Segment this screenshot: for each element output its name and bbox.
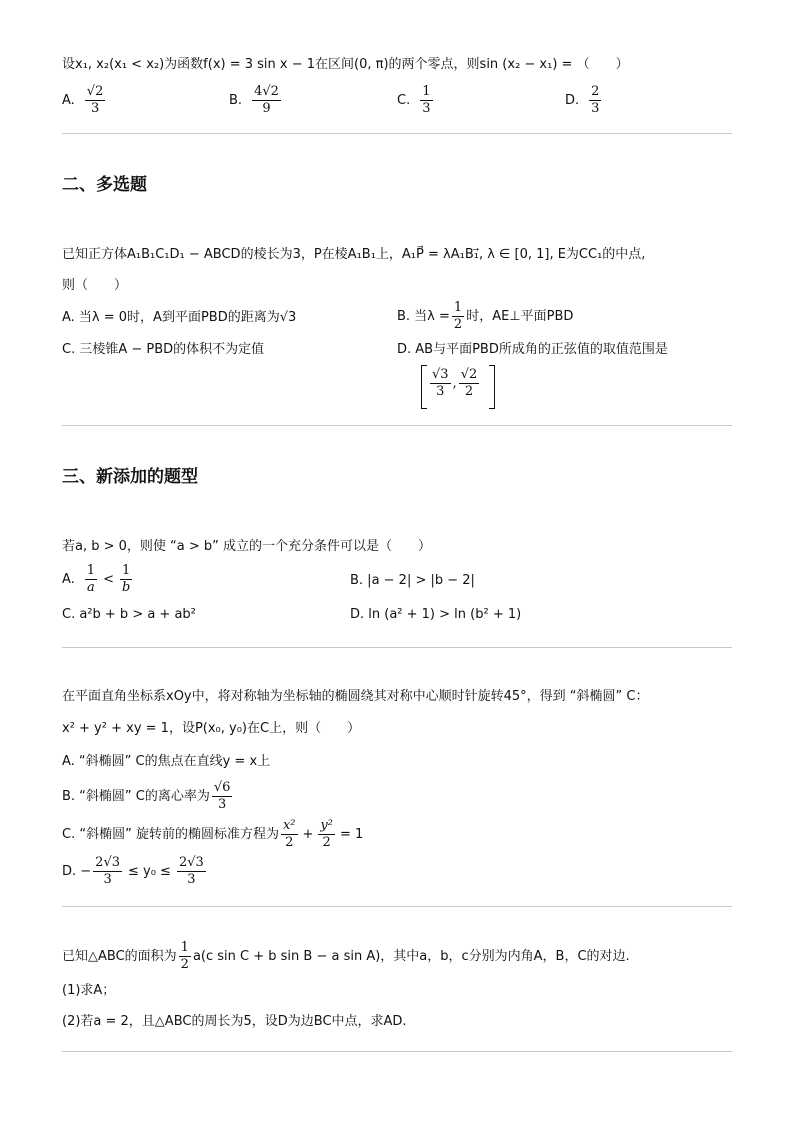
numerator: 1 xyxy=(422,84,431,99)
q3-option-a-letter: A. xyxy=(62,572,75,587)
q3-option-b: B. |a − 2| > |b − 2| xyxy=(350,573,475,588)
divider xyxy=(62,133,732,134)
divider xyxy=(62,1051,732,1052)
q2-stem-line2: 则（ ） xyxy=(62,278,128,293)
q1-option-a-letter: A. xyxy=(62,93,75,108)
denominator: 9 xyxy=(262,101,271,116)
q1-option-b xyxy=(229,84,283,117)
q4-option-c-pre: C. “斜椭圆” 旋转前的椭圆标准方程为 xyxy=(62,827,279,842)
q4-option-d-pre: D. − xyxy=(62,864,92,879)
denominator: 3 xyxy=(591,101,600,116)
denominator: 3 xyxy=(436,384,445,399)
q1-option-a xyxy=(62,84,107,117)
denominator: 3 xyxy=(90,101,100,116)
q1-option-d xyxy=(565,84,603,117)
q5-stem-fraction xyxy=(179,940,191,973)
q3-stem: 若a, b > 0，则使 “a > b” 成立的一个充分条件可以是（ ） xyxy=(62,539,432,554)
numerator: √6 xyxy=(213,780,231,795)
q1-option-c-letter: C. xyxy=(397,93,411,108)
q3-option-a-frac1 xyxy=(85,563,97,596)
numerator: y² xyxy=(320,818,333,833)
q1-option-c xyxy=(397,84,435,117)
denominator: 3 xyxy=(218,797,227,812)
q1-stem: 设x₁, x₂(x₁ < x₂)为函数f(x) = 3 sin x − 1在区间(0, π)的两个零点，则sin (x₂ − x₁) = （ ） xyxy=(62,57,629,72)
q2-option-b-post: 时，AE⊥平面PBD xyxy=(466,309,574,324)
q4-option-b-fraction xyxy=(212,780,233,813)
range-lower-fraction xyxy=(430,367,451,400)
denominator: 2 xyxy=(464,384,474,399)
denominator: b xyxy=(121,580,131,595)
q5-part1: (1)求A； xyxy=(62,983,116,998)
q2-option-b xyxy=(397,300,573,333)
q5-stem xyxy=(62,940,630,973)
q2-option-c: C. 三棱锥A − PBD的体积不为定值 xyxy=(62,342,265,357)
section-title-multi-choice: 二、多选题 xyxy=(62,175,147,195)
q4-option-b-pre: B. “斜椭圆” C的离心率为 xyxy=(62,789,210,804)
numerator: 1 xyxy=(453,300,463,315)
q4-stem-line2: x² + y² + xy = 1，设P(x₀, y₀)在C上，则（ ） xyxy=(62,721,361,736)
numerator: 1 xyxy=(86,563,96,578)
q2-stem-line1: 已知正方体A₁B₁C₁D₁ − ABCD的棱长为3，P在棱A₁B₁上，A₁P⃗ = λA₁B₁⃗, λ ∈ [0, 1], E为CC₁的中点, xyxy=(62,247,646,262)
range-upper-fraction xyxy=(459,367,480,400)
q4-option-c-post: = 1 xyxy=(339,827,364,842)
q1-option-d-letter: D. xyxy=(565,93,580,108)
q1-option-a-fraction xyxy=(85,84,106,117)
q1-option-b-letter: B. xyxy=(229,93,243,108)
numerator: 4√2 xyxy=(254,84,279,99)
q4-option-d-frac2 xyxy=(177,855,206,888)
q1-option-d-fraction xyxy=(589,84,601,117)
q5-stem-post: a(c sin C + b sin B − a sin A)，其中a，b，c分别为内角A，B，C的对边. xyxy=(192,949,630,964)
q4-option-b xyxy=(62,780,234,813)
q4-option-c-op: + xyxy=(302,827,314,842)
q2-option-d-range xyxy=(421,365,495,409)
divider xyxy=(62,906,732,907)
numerator: 2√3 xyxy=(178,855,204,870)
numerator: √2 xyxy=(460,367,478,382)
q4-option-d xyxy=(62,855,208,888)
divider xyxy=(62,647,732,648)
q2-option-a: A. 当λ = 0时，A到平面PBD的距离为√3 xyxy=(62,310,297,325)
q5-stem-pre: 已知△ABC的面积为 xyxy=(62,949,177,964)
q2-option-b-fraction xyxy=(452,300,464,333)
numerator: √2 xyxy=(86,84,104,99)
range-separator: , xyxy=(452,376,457,391)
q1-option-b-fraction xyxy=(252,84,281,117)
q3-option-c: C. a²b + b > a + ab² xyxy=(62,607,196,622)
q2-option-d: D. AB与平面PBD所成角的正弦值的取值范围是 xyxy=(397,342,668,357)
q2-option-d-range-content xyxy=(428,367,481,400)
q3-option-d: D. ln (a² + 1) > ln (b² + 1) xyxy=(350,607,522,622)
q4-option-d-frac1 xyxy=(93,855,122,888)
q4-option-c-frac2 xyxy=(318,818,335,851)
numerator: x² xyxy=(282,818,296,833)
denominator: a xyxy=(87,580,95,595)
denominator: 3 xyxy=(422,101,431,116)
denominator: 3 xyxy=(103,872,112,887)
q5-part2: (2)若a = 2，且△ABC的周长为5，设D为边BC中点，求AD. xyxy=(62,1014,407,1029)
numerator: 2 xyxy=(591,84,600,99)
denominator: 2 xyxy=(285,835,294,850)
q4-stem-line1: 在平面直角坐标系xOy中，将对称轴为坐标轴的椭圆绕其对称中心顺时针旋转45°，得到 “斜椭圆” C： xyxy=(62,689,649,704)
numerator: 2√3 xyxy=(95,855,120,870)
q3-option-a-frac2 xyxy=(120,563,132,596)
denominator: 3 xyxy=(187,872,196,887)
numerator: 1 xyxy=(180,940,189,955)
denominator: 2 xyxy=(322,835,331,850)
q2-option-b-pre: B. 当λ = xyxy=(397,309,450,324)
denominator: 2 xyxy=(180,957,189,972)
q4-option-a: A. “斜椭圆” C的焦点在直线y = x上 xyxy=(62,754,271,769)
numerator: √3 xyxy=(432,367,449,382)
q4-option-d-mid: ≤ y₀ ≤ xyxy=(128,864,171,879)
q3-option-a-op: < xyxy=(103,572,114,587)
section-title-new-type: 三、新添加的题型 xyxy=(62,467,198,487)
divider xyxy=(62,425,732,426)
denominator: 2 xyxy=(453,317,463,332)
numerator: 1 xyxy=(122,563,131,578)
q4-option-c-frac1 xyxy=(281,818,298,851)
q1-option-c-fraction xyxy=(420,84,432,117)
q3-option-a xyxy=(62,563,134,596)
q4-option-c xyxy=(62,818,363,851)
